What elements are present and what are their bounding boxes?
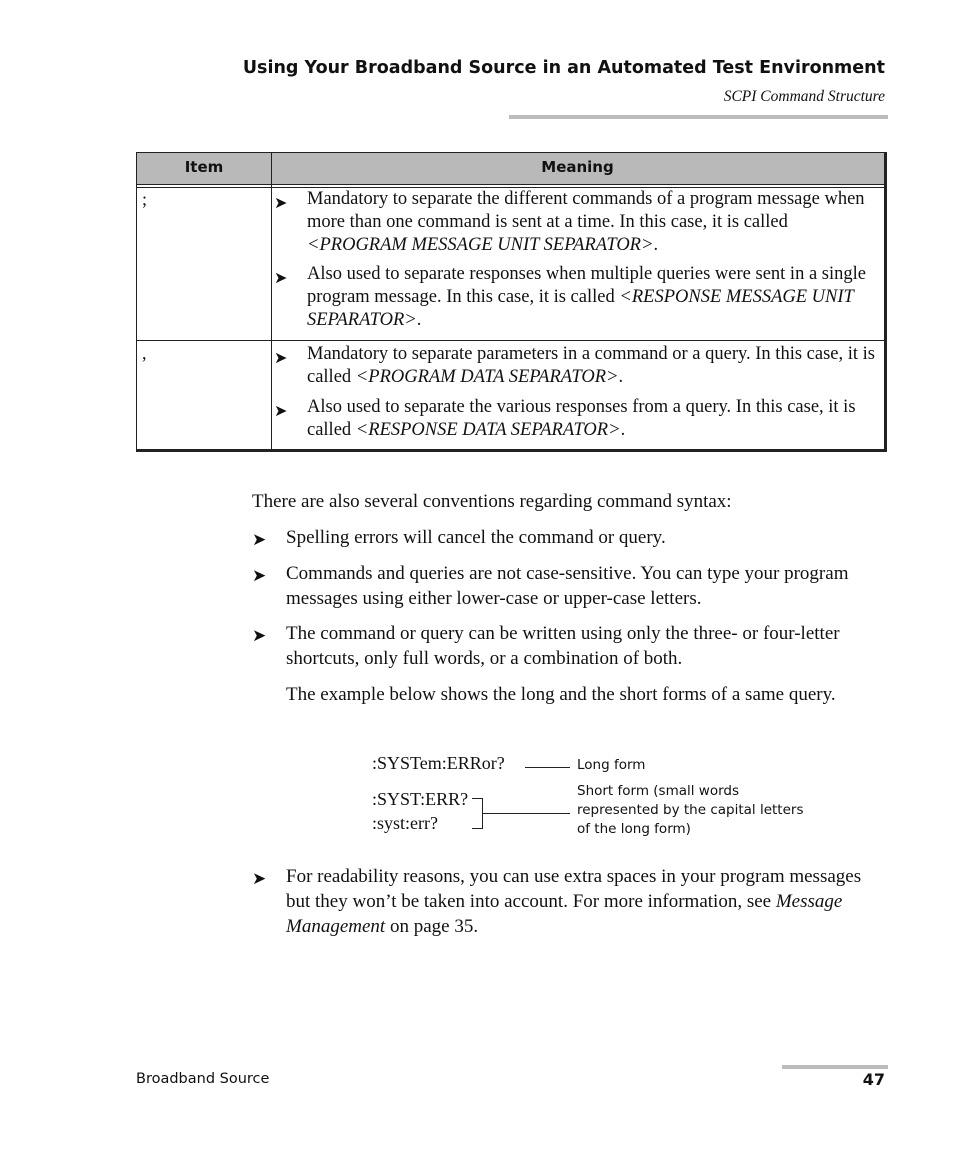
footer-document-name: Broadband Source [136,1071,270,1087]
table-bullet-text: Also used to separate the various responses from a query. In this case, it is called <RESPONSE DATA SEPARATOR>. [307,397,856,440]
table-bullet-text: Mandatory to separate the different commands of a program message when more than one command is sent at a time. In this case, it is called <PROGRAM MESSAGE UNIT SEPARATOR>. [307,189,865,255]
bullet-arrow-icon: ➤ [274,195,288,212]
bullet-text: Spelling errors will cancel the command or query. [286,527,666,548]
page-header-subtitle: SCPI Command Structure [723,88,885,105]
bullet-arrow-icon: ➤ [274,403,288,420]
bullet-text: The command or query can be written using only the three- or four-letter shortcuts, only full words, or a combination of both. [286,623,840,669]
page-number: 47 [862,1070,885,1089]
bracket-top [472,798,482,799]
table-cell-item: ; [142,189,148,209]
column-header-meaning: Meaning [541,158,614,176]
bullet-arrow-icon: ➤ [274,270,288,287]
column-header-item: Item [184,158,224,176]
bullet-arrow-icon: ➤ [274,350,288,367]
short-form-leader-line [482,813,570,814]
bullet-arrow-icon: ➤ [252,566,267,585]
cross-reference-link[interactable]: Message Management [286,891,843,937]
example-paragraph: The example below shows the long and the short forms of a same query. [286,684,836,705]
table-header [137,153,884,185]
short-form-command-upper: :SYST:ERR? [372,789,469,809]
bracket-bottom [472,828,483,829]
header-rule [509,115,888,119]
bullet-arrow-icon: ➤ [252,869,267,888]
row-divider [137,340,884,341]
long-form-label: Long form [577,757,646,773]
page-header-title: Using Your Broadband Source in an Automated Test Environment [242,58,885,78]
long-form-command: :SYSTem:ERRor? [372,753,505,773]
column-divider [271,153,272,449]
intro-paragraph: There are also several conventions regarding command syntax: [252,491,732,512]
short-form-command-lower: :syst:err? [372,813,438,833]
short-form-label-line2: represented by the capital letters [577,802,804,818]
table-bullet-text: Mandatory to separate parameters in a command or a query. In this case, it is called <PROGRAM DATA SEPARATOR>. [307,344,875,387]
bullet-arrow-icon: ➤ [252,626,267,645]
separator-table [136,152,887,452]
long-form-leader-line [525,767,570,768]
footer-rule [782,1065,888,1069]
short-form-label-line3: of the long form) [577,821,691,837]
bullet-arrow-icon: ➤ [252,530,267,549]
bullet-text: Commands and queries are not case-sensitive. You can type your program messages using either lower-case or upper-case letters. [286,563,849,609]
table-cell-item: , [142,343,147,363]
bullet-text: For readability reasons, you can use extra spaces in your program messages but they won’t be taken into account. For more information, see Message Management on page 35. [286,866,862,937]
table-bullet-text: Also used to separate responses when multiple queries were sent in a single program message. In this case, it is called <RESPONSE MESSAGE UNIT SEPARATOR>. [307,264,866,330]
short-form-label-line1: Short form (small words [577,783,740,799]
